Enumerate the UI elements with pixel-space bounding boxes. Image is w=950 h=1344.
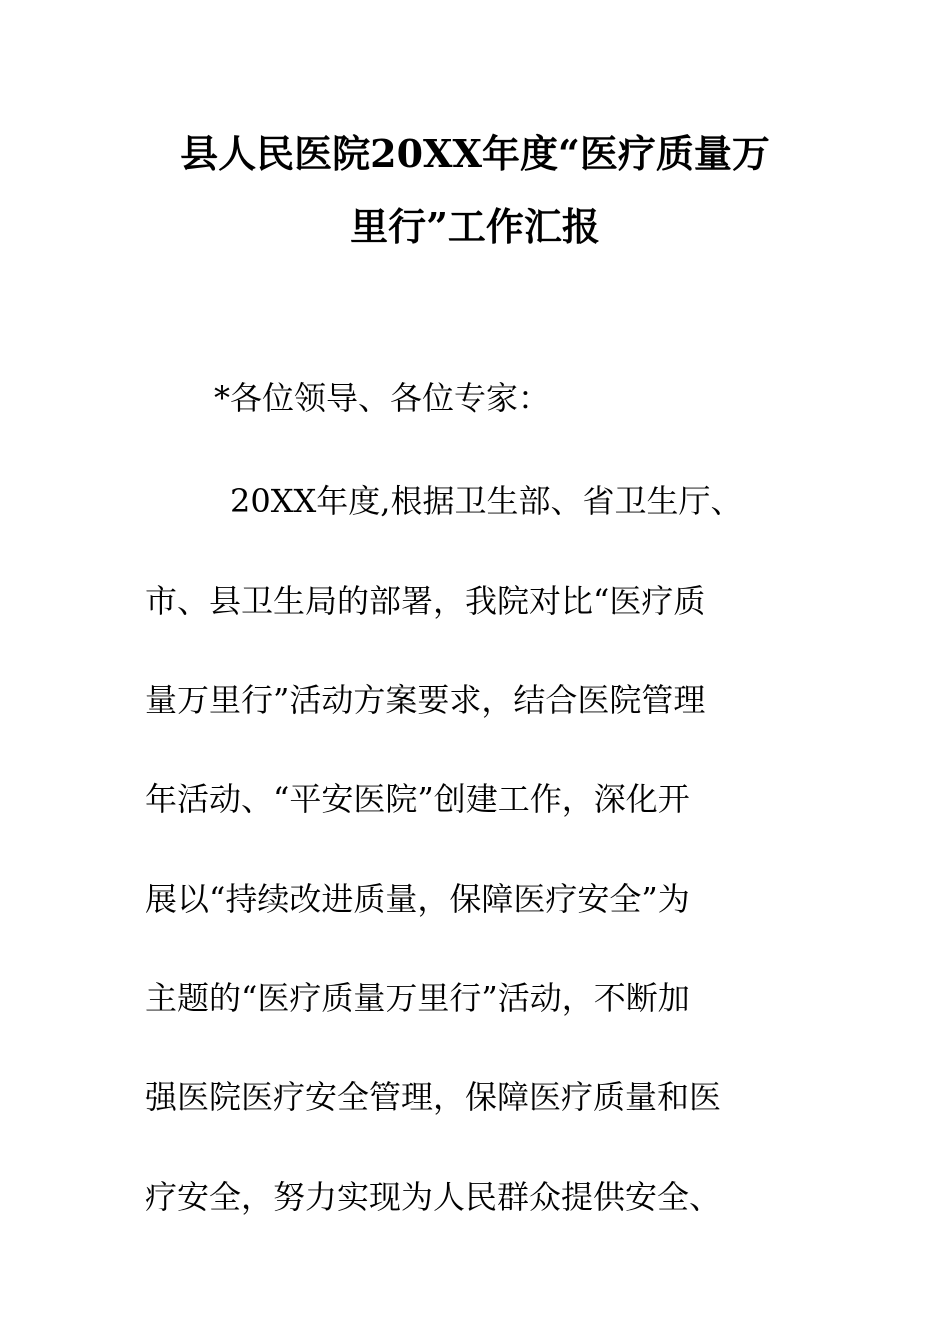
body-line-2: 市、县卫生局的部署，我院对比“医疗质 (145, 582, 706, 620)
body-line-7: 强医院医疗安全管理，保障医疗质量和医 (145, 1078, 722, 1116)
document-title-line-1: 县人民医院20XX年度“医疗质量万 (180, 131, 770, 176)
body-line-1: 20XX年度,根据卫生部、省卫生厅、 (230, 482, 743, 520)
body-line-6: 主题的“医疗质量万里行”活动，不断加 (145, 979, 690, 1017)
body-line-4: 年活动、“平安医院”创建工作，深化开 (145, 780, 690, 818)
body-line-5: 展以“持续改进质量，保障医疗安全”为 (145, 880, 690, 918)
salutation: *各位领导、各位专家： (214, 379, 551, 417)
body-line-8: 疗安全，努力实现为人民群众提供安全、 (145, 1178, 722, 1216)
document-title-line-2: 里行”工作汇报 (350, 204, 600, 249)
body-line-3: 量万里行”活动方案要求，结合医院管理 (145, 681, 706, 719)
